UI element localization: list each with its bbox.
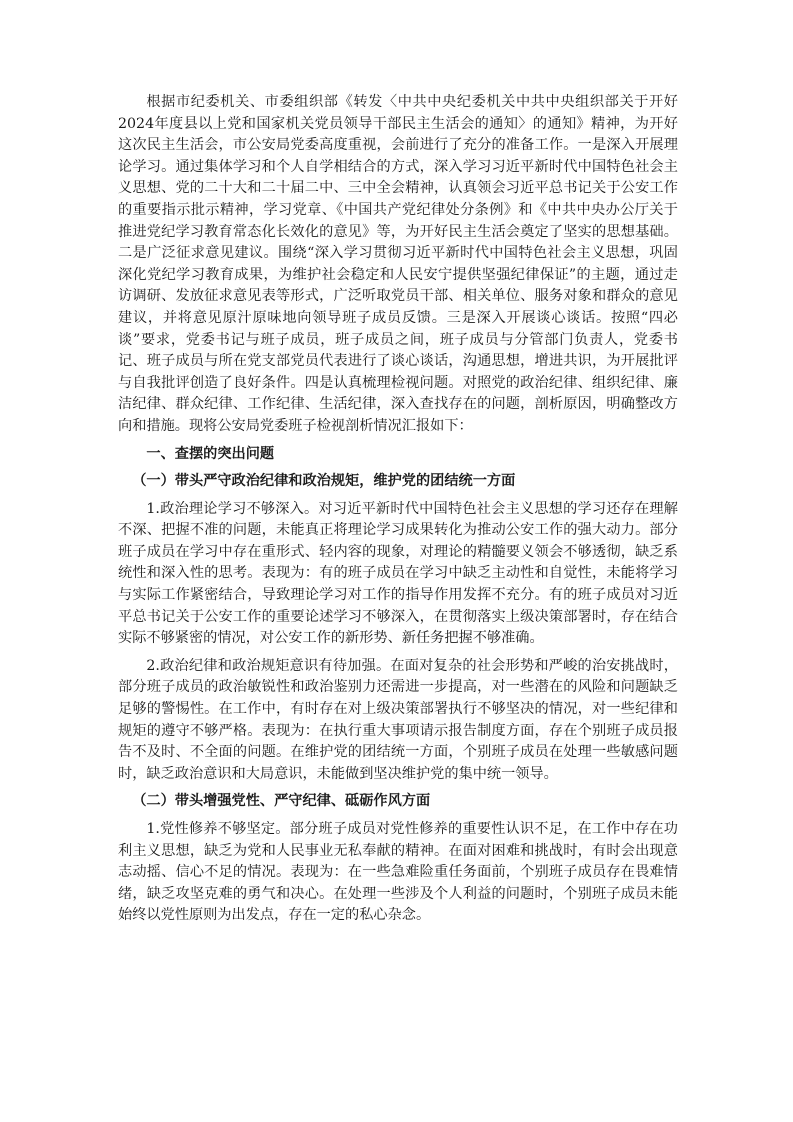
document-page: [118, 92, 678, 933]
subsection-heading-party-spirit: （二）带头增强党性、严守纪律、砥砺作风方面: [132, 793, 431, 810]
paragraph-party-cultivation: 1.党性修养不够坚定。部分班子成员对党性修养的重要性认识不足，在工作中存在功利主义思想，缺乏为党和人民事业无私奉献的精神。在面对困难和挑战时，有时会出现意志动摇、信心不足的情况。表现为：在一些急难险重任务面前，个别班子成员存在畏难情绪，缺乏攻坚克难的勇气和决心。在处理一些涉及个人利益的问题时，个别班子成员未能始终以党性原则为出发点，存在一定的私心杂念。: [118, 821, 678, 924]
section-heading-problems: 一、查摆的突出问题: [146, 445, 275, 462]
paragraph-political-awareness: 2.政治纪律和政治规矩意识有待加强。在面对复杂的社会形势和严峻的治安挑战时，部分班子成员的政治敏锐性和政治鉴别力还需进一步提高，对一些潜在的风险和问题缺乏足够的警惕性。在工作中，有时存在对上级决策部署执行不够坚决的情况，对一些纪律和规矩的遵守不够严格。表现为：在执行重大事项请示报告制度方面，存在个别班子成员报告不及时、不全面的问题。在维护党的团结统一方面，个别班子成员在处理一些敏感问题时，缺乏政治意识和大局意识，未能做到坚决维护党的集中统一领导。: [118, 657, 678, 782]
subsection-heading-political-discipline: （一）带头严守政治纪律和政治规矩，维护党的团结统一方面: [132, 473, 516, 490]
intro-paragraph: 根据市纪委机关、市委组织部《转发〈中共中央纪委机关中共中央组织部关于开好2024年度县以上党和国家机关党员领导干部民主生活会的通知〉的通知》精神，为开好这次民主生活会，市公安局党委高度重视，会前进行了充分的准备工作。一是深入开展理论学习。通过集体学习和个人自学相结合的方式，深入学习习近平新时代中国特色社会主义思想、党的二十大和二十届二中、三中全会精神，认真领会习近平总书记关于公安工作的重要指示批示精神，学习党章、《中国共产党纪律处分条例》和《中共中央办公厅关于推进党纪学习教育常态化长效化的意见》等，为开好民主生活会奠定了坚实的思想基础。二是广泛征求意见建议。围绕“深入学习贯彻习近平新时代中国特色社会主义思想，巩固深化党纪学习教育成果，为维护社会稳定和人民安宁提供坚强纪律保证”的主题，通过走访调研、发放征求意见表等形式，广泛听取党员干部、相关单位、服务对象和群众的意见建议，并将意见原汁原味地向领导班子成员反馈。三是深入开展谈心谈话。按照“四必谈”要求，党委书记与班子成员，班子成员之间，班子成员与分管部门负责人，党委书记、班子成员与所在党支部党员代表进行了谈心谈话，沟通思想，增进共识，为开展批评与自我批评创造了良好条件。四是认真梳理检视问题。对照党的政治纪律、组织纪律、廉洁纪律、群众纪律、工作纪律、生活纪律，深入查找存在的问题，剖析原因，明确整改方向和措施。现将公安局党委班子检视剖析情况汇报如下：: [118, 94, 678, 434]
paragraph-theory-study: 1.政治理论学习不够深入。对习近平新时代中国特色社会主义思想的学习还存在理解不深、把握不准的问题，未能真正将理论学习成果转化为推动公安工作的强大动力。部分班子成员在学习中存在重形式、轻内容的现象，对理论的精髓要义领会不够透彻，缺乏系统性和深入性的思考。表现为：有的班子成员在学习中缺乏主动性和自觉性，未能将学习与实际工作紧密结合，导致理论学习对工作的指导作用发挥不充分。有的班子成员对习近平总书记关于公安工作的重要论述学习不够深入，在贯彻落实上级决策部署时，存在结合实际不够紧密的情况，对公安工作的新形势、新任务把握不够准确。: [118, 500, 678, 647]
